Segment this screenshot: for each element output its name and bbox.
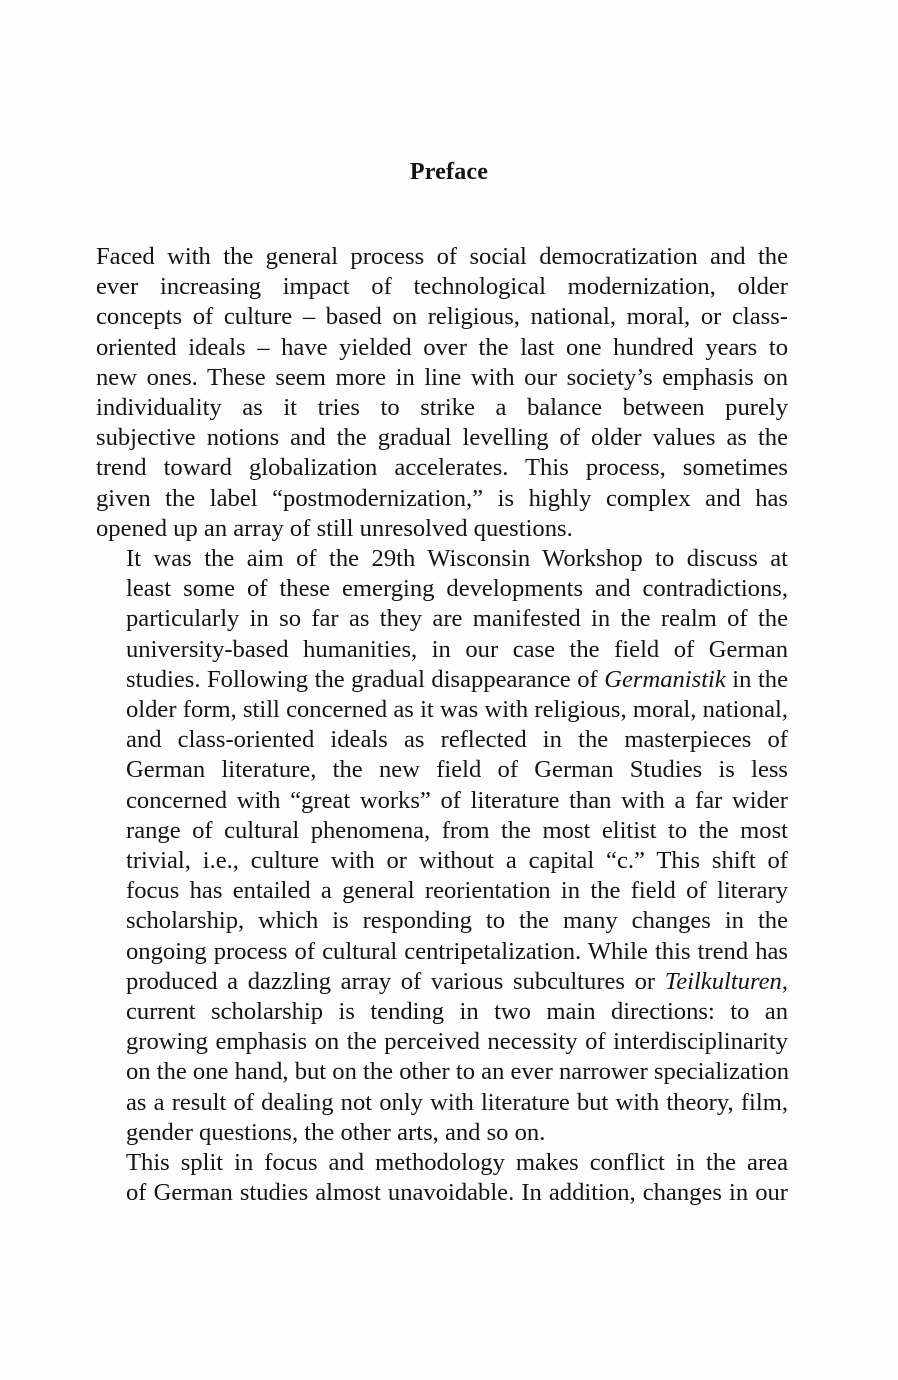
text-line: growing emphasis on the perceived necessity of interdisciplinarity [126,1028,788,1056]
text-line: gender questions, the other arts, and so on. [126,1118,546,1146]
text-line: German literature, the new field of German Studies is less [126,756,788,784]
text-line: opened up an array of still unresolved questions. [96,514,573,542]
text-line: Faced with the general process of social democratization and the [96,243,788,270]
text-line: individuality as it tries to strike a balance between purely [96,394,788,422]
text-line: and class-oriented ideals as reflected in the masterpieces of [126,726,788,754]
text-line: ongoing process of cultural centripetalization. While this trend has [126,937,788,965]
paragraph [96,242,788,544]
text-line: older form, still concerned as it was with religious, moral, national, [126,696,788,724]
body-text [96,242,788,1209]
text-line: given the label “postmodernization,” is highly complex and has [96,484,788,512]
text-line: subjective notions and the gradual levelling of older values as the [96,424,788,452]
text-line: oriented ideals – have yielded over the last one hundred years to [96,333,788,361]
page-title: Preface [409,159,489,185]
paragraph [96,1148,788,1208]
text-line: least some of these emerging developments and contradictions, [126,575,788,603]
text-line: It was the aim of the 29th Wisconsin Workshop to discuss at [126,545,788,573]
text-line: range of cultural phenomena, from the most elitist to the most [126,816,788,844]
text-line: concerned with “great works” of literature than with a far wider [126,786,788,814]
text-line: concepts of culture – based on religious, national, moral, or class- [96,303,788,331]
text-line: of German studies almost unavoidable. In addition, changes in our [126,1179,788,1207]
text-line: This split in focus and methodology makes conflict in the area [126,1149,788,1177]
text-line: studies. Following the gradual disappearance of Germanistik in the [126,665,788,693]
text-line: particularly in so far as they are manifested in the realm of the [126,605,788,633]
text-line: focus has entailed a general reorientation in the field of literary [126,877,788,905]
text-line: current scholarship is tending in two main directions: to an [126,998,788,1026]
text-line: ever increasing impact of technological modernization, older [96,273,788,301]
text-line: trivial, i.e., culture with or without a capital “c.” This shift of [126,847,788,875]
text-line: on the one hand, but on the other to an ever narrower specialization [126,1058,790,1086]
text-line: university-based humanities, in our case the field of German [126,635,788,663]
paragraph [96,544,788,1148]
text-line: as a result of dealing not only with literature but with theory, film, [126,1088,788,1116]
text-line: produced a dazzling array of various subcultures or Teilkulturen, [126,967,788,995]
text-line: scholarship, which is responding to the many changes in the [126,907,788,935]
text-line: trend toward globalization accelerates. This process, sometimes [96,454,788,482]
text-line: new ones. These seem more in line with our society’s emphasis on [96,363,788,391]
